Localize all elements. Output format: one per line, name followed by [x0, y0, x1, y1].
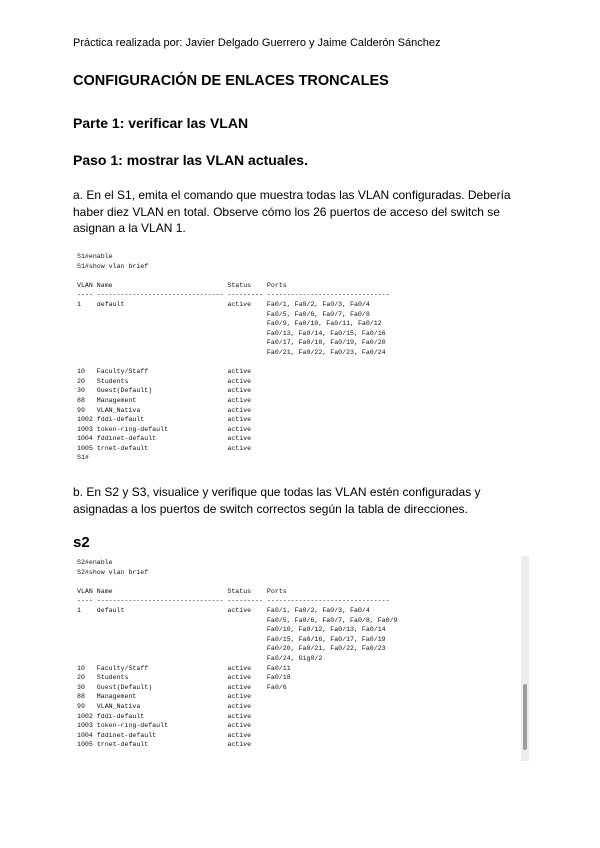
part1-heading: Parte 1: verificar las VLAN: [73, 115, 249, 131]
s2-label: s2: [73, 534, 90, 551]
terminal-scrollbar[interactable]: [521, 556, 529, 761]
paragraph-a: a. En el S1, emita el comando que muestra todas las VLAN configuradas. Debería haber diez VLAN en total. Observe cómo los 26 puertos de acceso del switch se asignan a la VLAN 1.: [73, 188, 511, 235]
document-title: CONFIGURACIÓN DE ENLACES TRONCALES: [73, 73, 389, 89]
terminal-output-s1: S1#enable S1#show vlan brief VLAN Name Status Ports ---- -------------------------------- --------- ------------------------------- 1 default active Fa0/1, Fa0/2, Fa0/3, Fa0/4 Fa0/5, Fa0/6, Fa0/7, Fa0/8 Fa0/9, Fa0/10, Fa0/11, Fa0/12 Fa0/13, Fa0/14, Fa0/15, Fa0/16 Fa0/17, Fa0/18, Fa0/19, Fa0/20 Fa0/21, Fa0/22, Fa0/23, Fa0/24 10 Faculty/Staff active 20 Students active 30 Guest(Default) active 88 Management active 99 VLAN_Nativa active 1002 fddi-default active 1003 token-ring-default active 1004 fddinet-default active 1005 trnet-default active S1#: [77, 253, 390, 462]
scrollbar-thumb[interactable]: [523, 684, 527, 750]
paragraph-b: b. En S2 y S3, visualice y verifique que todas las VLAN estén configuradas y asignadas a los puertos de switch correctos según la tabla de direcciones.: [73, 485, 481, 516]
author-line: Práctica realizada por: Javier Delgado Guerrero y Jaime Calderón Sánchez: [73, 37, 441, 49]
step1-heading: Paso 1: mostrar las VLAN actuales.: [73, 152, 308, 168]
terminal-output-s2: S2#enable S2#show vlan brief VLAN Name Status Ports ---- -------------------------------- --------- ------------------------------- 1 default active Fa0/1, Fa0/2, Fa0/3, Fa0/4 Fa0/5, Fa0/6, Fa0/7, Fa0/8, Fa0/9 Fa0/10, Fa0/12, Fa0/13, Fa0/14 Fa0/15, Fa0/16, Fa0/17, Fa0/19 Fa0/20, Fa0/21, Fa0/22, Fa0/23 Fa0/24, Gig0/2 10 Faculty/Staff active Fa0/11 20 Students active Fa0/18 30 Guest(Default) active Fa0/6 88 Management active 99 VLAN_Nativa active 1002 fddi-default active 1003 token-ring-default active 1004 fddinet-default active 1005 trnet-default active: [77, 559, 398, 749]
